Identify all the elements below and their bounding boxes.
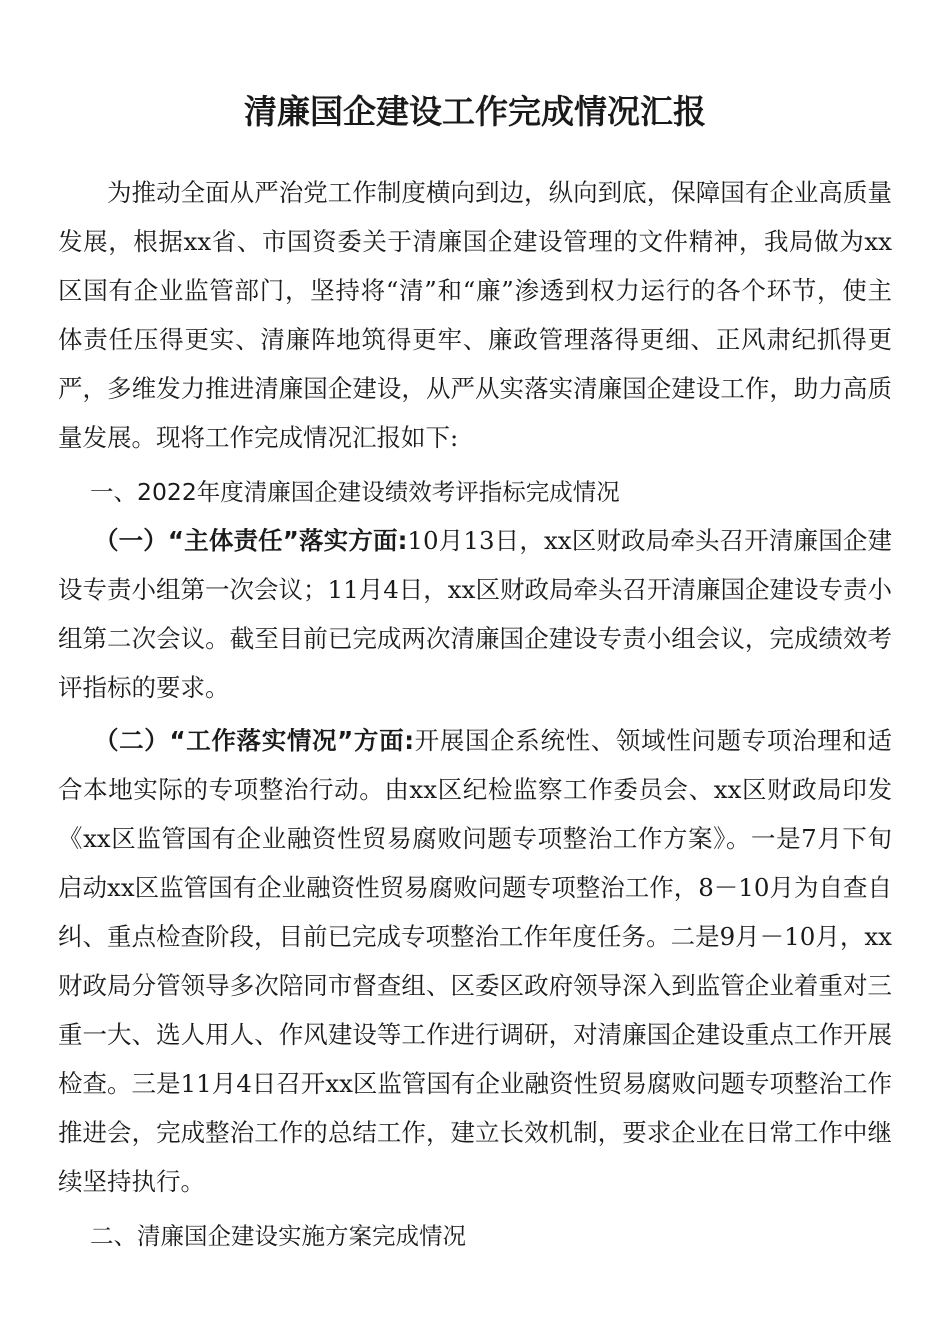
document-title: 清廉国企建设工作完成情况汇报: [244, 92, 706, 131]
intro-paragraph: 为推动全面从严治党工作制度横向到边，纵向到底，保障国有企业高质量发展，根据xx省、市国资委关于清廉国企建设管理的文件精神，我局做为xx区国有企业监管部门，坚持将“清”和“廉”渗透到权力运行的各个环节，使主体责任压得更实、清廉阵地筑得更牢、廉政管理落得更细、正风肃纪抓得更严，多维发力推进清廉国企建设，从严从实落实清廉国企建设工作，助力高质量发展。现将工作完成情况汇报如下:: [58, 178, 892, 452]
item-paragraph-1: [58, 516, 892, 712]
item-lead-1: （一）“主体责任”落实方面:: [94, 526, 408, 555]
item-text-2: 开展国企系统性、领域性问题专项治理和适合本地实际的专项整治行动。由xx区纪检监察工作委员会、xx区财政局印发《xx区监管国有企业融资性贸易腐败问题专项整治工作方案》。一是7月下旬启动xx区监管国有企业融资性贸易腐败问题专项整治工作，8－10月为自查自纠、重点检查阶段，目前已完成专项整治工作年度任务。二是9月－10月，xx财政局分管领导多次陪同市督查组、区委区政府领导深入到监管企业着重对三重一大、选人用人、作风建设等工作进行调研，对清廉国企建设重点工作开展检查。三是11月4日召开xx区监管国有企业融资性贸易腐败问题专项整治工作推进会，完成整治工作的总结工作，建立长效机制，要求企业在日常工作中继续坚持执行。: [58, 726, 892, 1196]
item-lead-2: （二）“工作落实情况”方面:: [94, 726, 415, 755]
item-paragraph-2: [58, 716, 892, 1206]
item-text-1: 10月13日，xx区财政局牵头召开清廉国企建设专责小组第一次会议；11月4日，xx区财政局牵头召开清廉国企建设专责小组第二次会议。截至目前已完成两次清廉国企建设专责小组会议，完成绩效考评指标的要求。: [58, 526, 892, 702]
section-heading-2: 二、清廉国企建设实施方案完成情况: [90, 1222, 466, 1250]
section-heading-1: 一、2022年度清廉国企建设绩效考评指标完成情况: [90, 478, 620, 506]
